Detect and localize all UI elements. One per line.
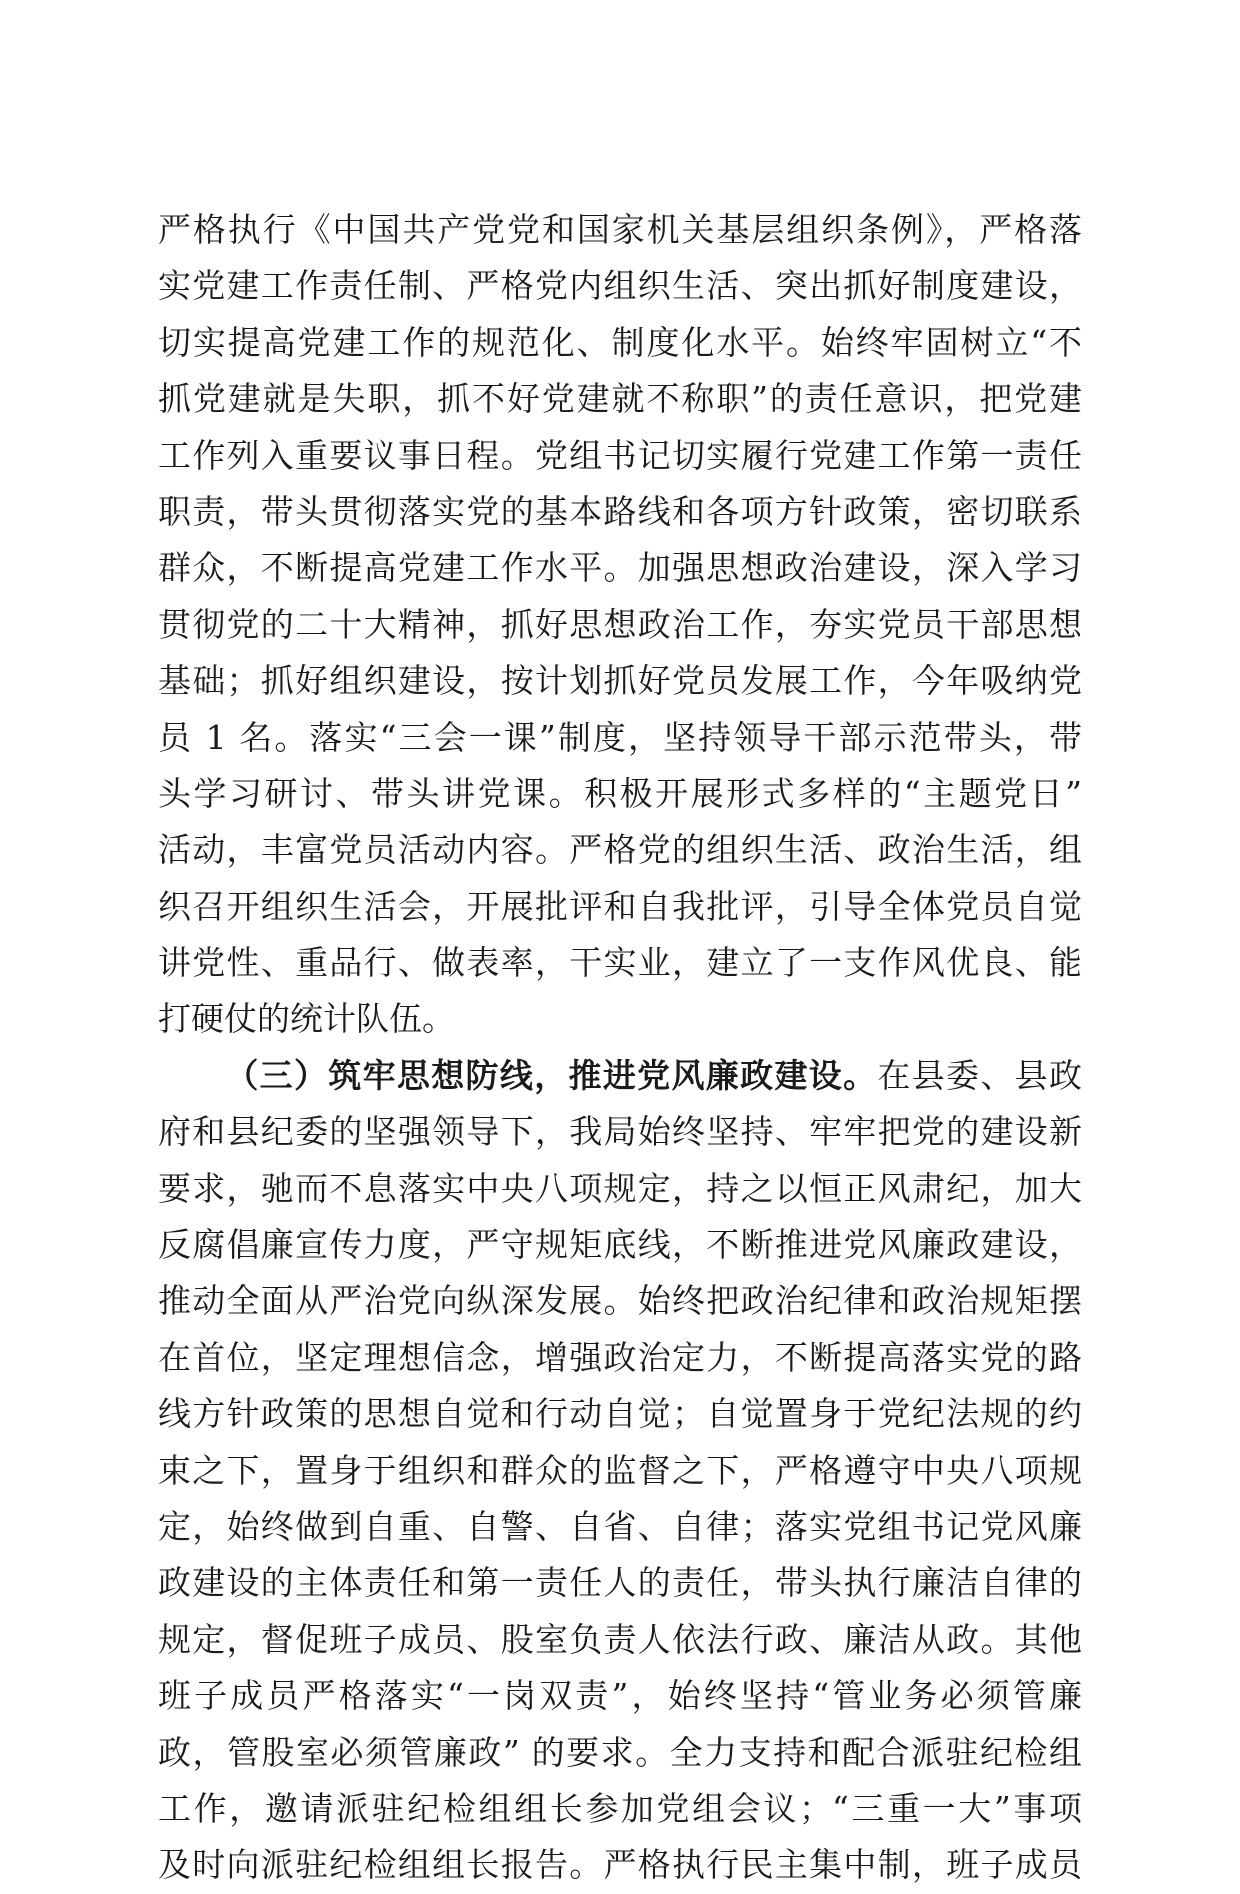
text-line: 职责，带头贯彻落实党的基本路线和各项方针政策，密切联系 [158,491,1082,531]
body-text [158,202,1082,1894]
text-line: 束之下，置身于组织和群众的监督之下，严格遵守中央八项规 [158,1450,1082,1490]
text-line: 抓党建就是失职，抓不好党建就不称职”的责任意识，把党建 [158,379,1082,419]
text-line: 打硬仗的统计队伍。 [158,999,455,1039]
text-line: 员 1 名。落实“三会一课”制度，坚持领导干部示范带头，带 [158,717,1082,757]
text-line: 讲党性、重品行、做表率，干实业，建立了一支作风优良、能 [158,943,1082,983]
text-line: 实党建工作责任制、严格党内组织生活、突出抓好制度建设， [158,266,1082,306]
text-line: 规定，督促班子成员、股室负责人依法行政、廉洁从政。其他 [158,1619,1082,1659]
text-line: 贯彻党的二十大精神，抓好思想政治工作，夯实党员干部思想 [158,604,1082,644]
text-line: 及时向派驻纪检组组长报告。严格执行民主集中制，班子成员 [158,1845,1082,1885]
paragraph-party-building [158,202,1082,1048]
section-heading: （三）筑牢思想防线，推进党风廉政建设。 [224,1055,878,1095]
text-line: 活动，丰富党员活动内容。严格党的组织生活、政治生活，组 [158,830,1082,870]
paragraph-clean-governance [158,1048,1082,1894]
text-line: 线方针政策的思想自觉和行动自觉；自觉置身于党纪法规的约 [158,1394,1082,1434]
text-line: 政建设的主体责任和第一责任人的责任，带头执行廉洁自律的 [158,1563,1082,1603]
text-line: 群众，不断提高党建工作水平。加强思想政治建设，深入学习 [158,548,1082,588]
text-line: 工作，邀请派驻纪检组组长参加党组会议；“三重一大”事项 [158,1788,1082,1828]
section-heading-line [158,1048,1082,1104]
text-line: 班子成员严格落实“一岗双责”，始终坚持“管业务必须管廉 [158,1676,1082,1716]
text-line: 织召开组织生活会，开展批评和自我批评，引导全体党员自觉 [158,886,1082,926]
text-line: 府和县纪委的坚强领导下，我局始终坚持、牢牢把党的建设新 [158,1112,1082,1152]
text-line: 政，管股室必须管廉政” 的要求。全力支持和配合派驻纪检组 [158,1732,1082,1772]
text-line: 在首位，坚定理想信念，增强政治定力，不断提高落实党的路 [158,1337,1082,1377]
text-line: 反腐倡廉宣传力度，严守规矩底线，不断推进党风廉政建设， [158,1225,1082,1265]
text-line: 严格执行《中国共产党党和国家机关基层组织条例》，严格落 [158,210,1082,249]
text-line: 头学习研讨、带头讲党课。积极开展形式多样的“主题党日” [158,773,1082,813]
text-line: 工作列入重要议事日程。党组书记切实履行党建工作第一责任 [158,435,1082,475]
text-line: 推动全面从严治党向纵深发展。始终把政治纪律和政治规矩摆 [158,1281,1082,1321]
text-line: 要求，驰而不息落实中央八项规定，持之以恒正风肃纪，加大 [158,1168,1082,1208]
text-line: 定，始终做到自重、自警、自省、自律；落实党组书记党风廉 [158,1506,1082,1546]
text-line: 切实提高党建工作的规范化、制度化水平。始终牢固树立“不 [158,322,1082,362]
text-fragment: 在县委、县政 [877,1055,1082,1095]
text-line: 基础；抓好组织建设，按计划抓好党员发展工作，今年吸纳党 [158,661,1082,701]
